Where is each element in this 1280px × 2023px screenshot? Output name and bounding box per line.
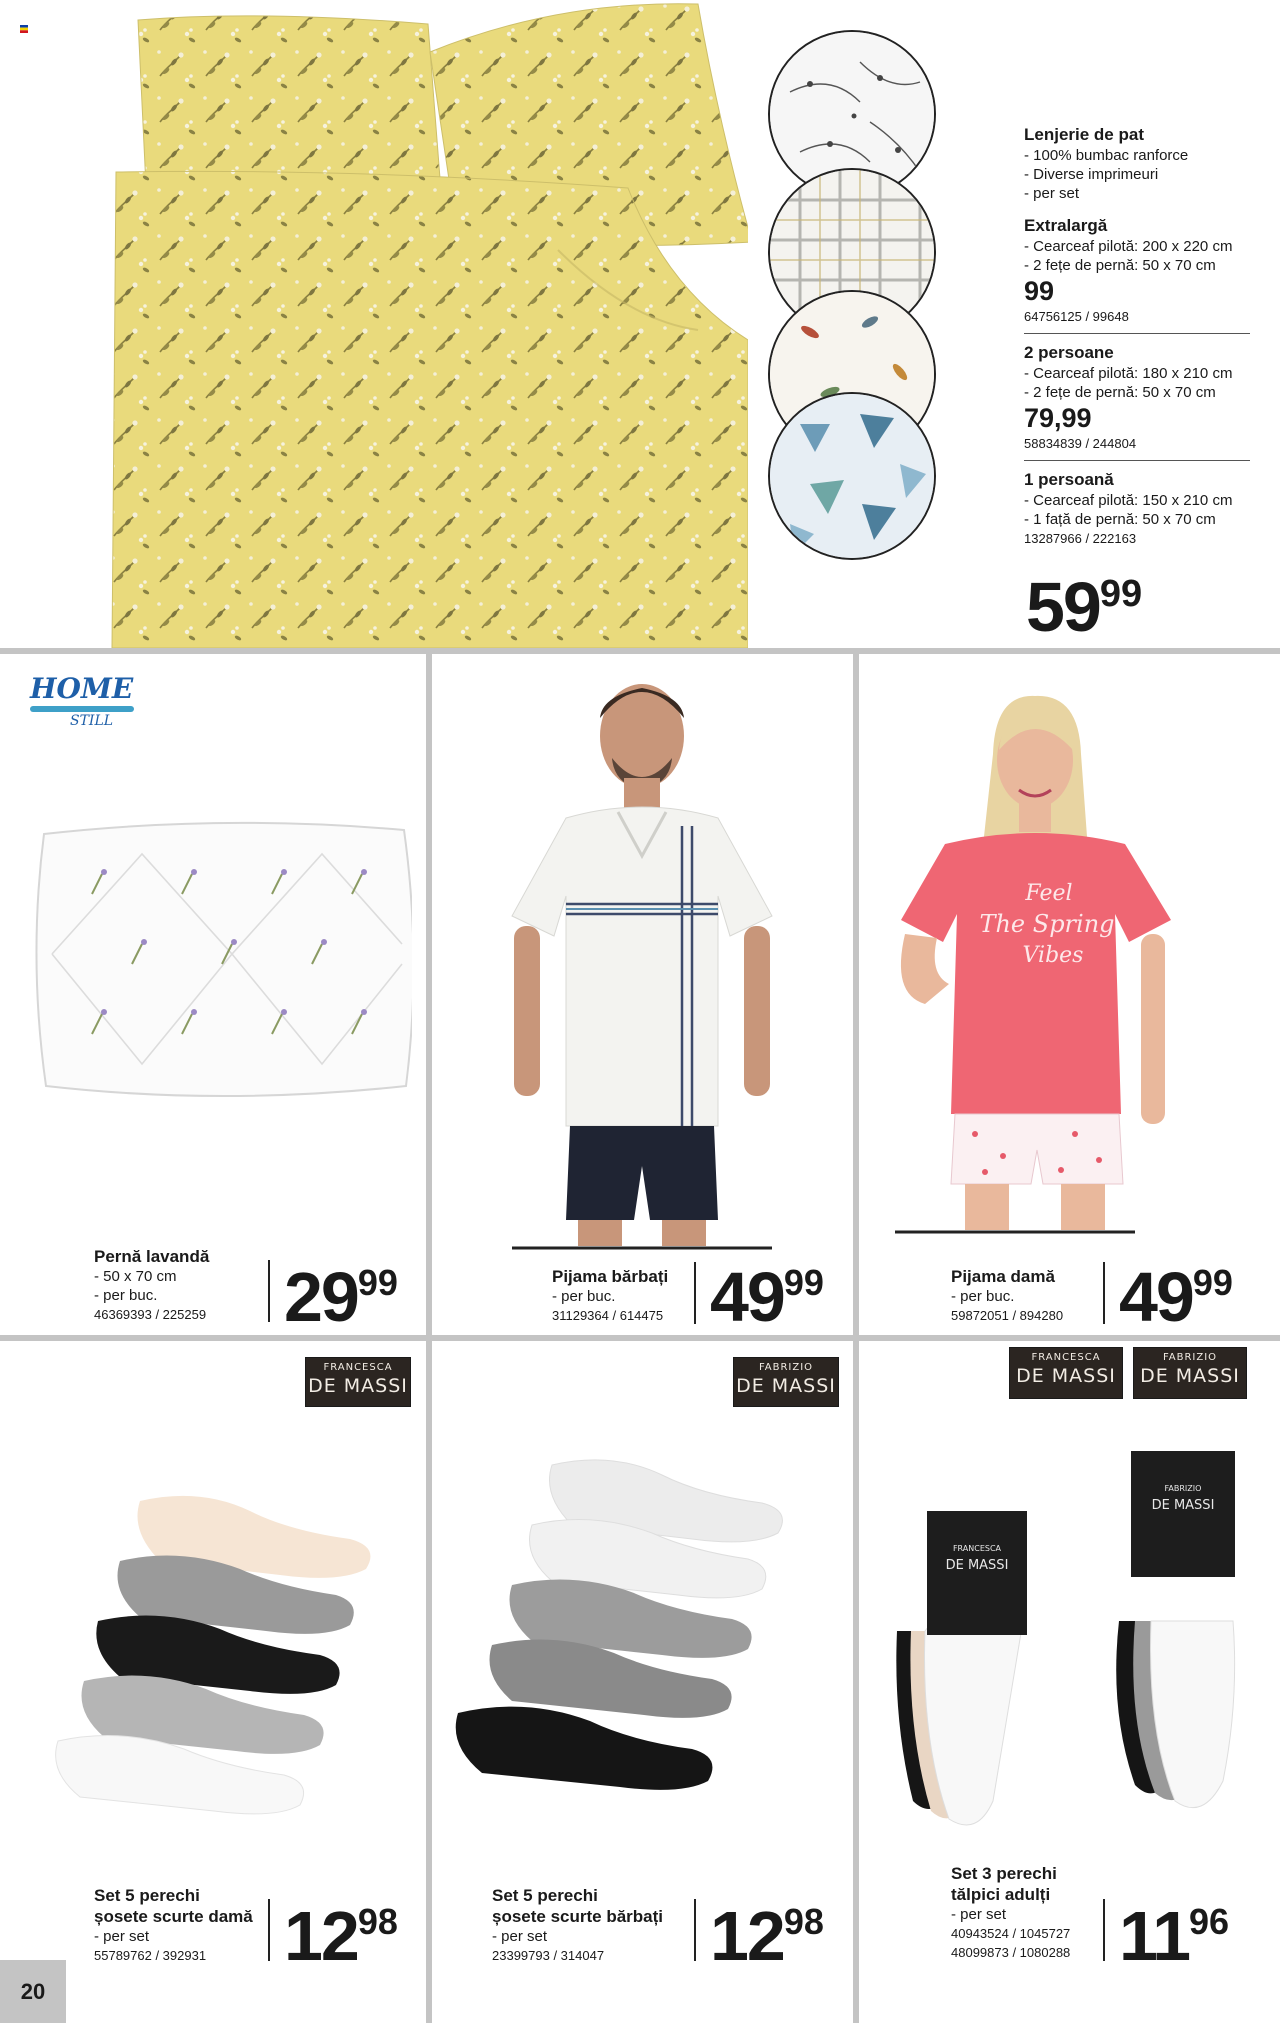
product-name: Set 5 perechi <box>492 1886 598 1905</box>
product-code: 55789762 / 392931 <box>94 1948 207 1963</box>
price-decimals: 99 <box>1192 1262 1233 1303</box>
shirt-print-line: The Spring <box>979 910 1115 938</box>
variant-name: 1 persoană <box>1024 470 1114 489</box>
price-divider <box>268 1899 270 1961</box>
variant-price: 79,99 <box>1024 403 1092 433</box>
product-code: 40943524 / 1045727 <box>951 1926 1071 1941</box>
home-still-logo: HOME STILL <box>30 672 134 729</box>
product-detail: - per set <box>951 1906 1007 1923</box>
variant-line: - Cearceaf pilotă: 200 x 220 cm <box>1024 238 1233 255</box>
product-info <box>94 1246 264 1324</box>
divider <box>1024 333 1250 334</box>
product-detail: - per buc. <box>94 1287 158 1304</box>
product-price <box>710 1897 824 1975</box>
bedding-feature: - 100% bumbac ranforce <box>1024 147 1189 164</box>
product-code: 48099873 / 1080288 <box>951 1945 1071 1960</box>
men-socks-image <box>446 1451 846 1841</box>
price-divider <box>694 1262 696 1324</box>
product-detail: - 50 x 70 cm <box>94 1268 177 1285</box>
francesca-de-massi-logo: FRANCESCA DE MASSI <box>1009 1347 1123 1399</box>
variant-line: - 1 față de pernă: 50 x 70 cm <box>1024 511 1216 528</box>
price-divider <box>1103 1899 1105 1961</box>
product-info <box>492 1885 692 1965</box>
product-card-footies[interactable] <box>859 1341 1280 2023</box>
price-decimals: 98 <box>783 1901 824 1942</box>
product-name: Set 3 perechi <box>951 1864 1057 1883</box>
price-decimals: 99 <box>783 1262 824 1303</box>
bedding-info <box>1024 124 1250 549</box>
product-name: Set 5 perechi <box>94 1886 200 1905</box>
fabrizio-de-massi-logo: FABRIZIO DE MASSI <box>1133 1347 1247 1399</box>
price-integer: 11 <box>1119 1897 1189 1975</box>
language-flag-icon[interactable] <box>20 20 28 28</box>
product-name-line2: tălpici adulți <box>951 1885 1051 1904</box>
product-detail: - per set <box>492 1928 548 1945</box>
product-code: 23399793 / 314047 <box>492 1948 605 1963</box>
product-card-socks-men[interactable] <box>432 1341 853 2023</box>
price-integer: 12 <box>710 1897 784 1975</box>
bedding-price <box>1026 568 1143 646</box>
product-price <box>284 1258 398 1335</box>
fabrizio-de-massi-logo: FABRIZIO DE MASSI <box>733 1357 839 1407</box>
page-number: 20 <box>0 1960 66 2023</box>
product-card-pajama-women[interactable] <box>859 654 1280 1335</box>
product-name-line2: șosete scurte damă <box>94 1907 253 1926</box>
product-code: 59872051 / 894280 <box>951 1308 1064 1323</box>
product-name: Pernă lavandă <box>94 1247 210 1266</box>
price-divider <box>694 1899 696 1961</box>
pillow-image <box>32 814 412 1104</box>
footies-image <box>873 1441 1273 1841</box>
price-integer: 59 <box>1026 568 1100 646</box>
bedding-image <box>108 0 748 648</box>
product-price <box>284 1897 398 1975</box>
variant-line: - Cearceaf pilotă: 150 x 210 cm <box>1024 492 1233 509</box>
product-card-pajama-men[interactable] <box>432 654 853 1335</box>
men-pajama-image <box>492 666 792 1250</box>
shirt-print-line: Vibes <box>1022 943 1084 968</box>
product-card-socks-women[interactable] <box>0 1341 426 2023</box>
shirt-print-line: Feel <box>1025 881 1073 906</box>
product-code: 58834839 / 244804 <box>1024 436 1137 451</box>
women-socks-image <box>50 1491 420 1831</box>
price-decimals: 96 <box>1189 1901 1230 1942</box>
bedding-feature: - Diverse imprimeuri <box>1024 166 1159 183</box>
price-decimals: 99 <box>1099 573 1143 615</box>
product-price <box>1119 1897 1230 1975</box>
product-detail: - per buc. <box>552 1288 616 1305</box>
package-brand-big: DE MASSI <box>1151 1498 1215 1513</box>
product-code: 64756125 / 99648 <box>1024 309 1129 324</box>
variant-name: Extralargă <box>1024 216 1108 235</box>
price-integer: 12 <box>284 1897 358 1975</box>
triangle-swatch-icon <box>768 392 936 560</box>
product-name-line2: șosete scurte bărbați <box>492 1907 664 1926</box>
product-code: 31129364 / 614475 <box>552 1308 664 1323</box>
product-card-pillow[interactable] <box>0 654 426 1335</box>
product-info <box>552 1266 692 1325</box>
variant-line: - 2 fețe de pernă: 50 x 70 cm <box>1024 384 1216 401</box>
bedding-title: Lenjerie de pat <box>1024 125 1144 144</box>
price-integer: 49 <box>710 1258 784 1335</box>
package-brand-small: FRANCESCA <box>952 1544 1002 1553</box>
price-divider <box>268 1260 270 1322</box>
package-brand-small: FABRIZIO <box>1164 1484 1202 1493</box>
hero-bedding-section <box>0 0 1280 648</box>
divider <box>1024 460 1250 461</box>
price-integer: 29 <box>284 1258 358 1335</box>
price-decimals: 98 <box>357 1901 398 1942</box>
price-decimals: 99 <box>357 1262 398 1303</box>
variant-line: - 2 fețe de pernă: 50 x 70 cm <box>1024 257 1216 274</box>
product-info <box>951 1863 1101 1962</box>
product-name: Pijama damă <box>951 1267 1055 1286</box>
price-integer: 49 <box>1119 1258 1193 1335</box>
bedding-feature: - per set <box>1024 185 1080 202</box>
product-info <box>951 1266 1101 1325</box>
product-code: 13287966 / 222163 <box>1024 531 1137 546</box>
product-name: Pijama bărbați <box>552 1267 669 1286</box>
product-code: 46369393 / 225259 <box>94 1307 207 1322</box>
product-detail: - per set <box>94 1928 150 1945</box>
variant-name: 2 persoane <box>1024 343 1114 362</box>
product-detail: - per buc. <box>951 1288 1015 1305</box>
product-price <box>710 1258 824 1335</box>
product-price <box>1119 1258 1233 1335</box>
product-info <box>94 1885 274 1965</box>
women-pajama-image <box>885 694 1195 1234</box>
variant-line: - Cearceaf pilotă: 180 x 210 cm <box>1024 365 1233 382</box>
price-divider <box>1103 1262 1105 1324</box>
package-brand-big: DE MASSI <box>945 1558 1009 1573</box>
variant-price: 99 <box>1024 276 1055 306</box>
francesca-de-massi-logo: FRANCESCA DE MASSI <box>305 1357 411 1407</box>
